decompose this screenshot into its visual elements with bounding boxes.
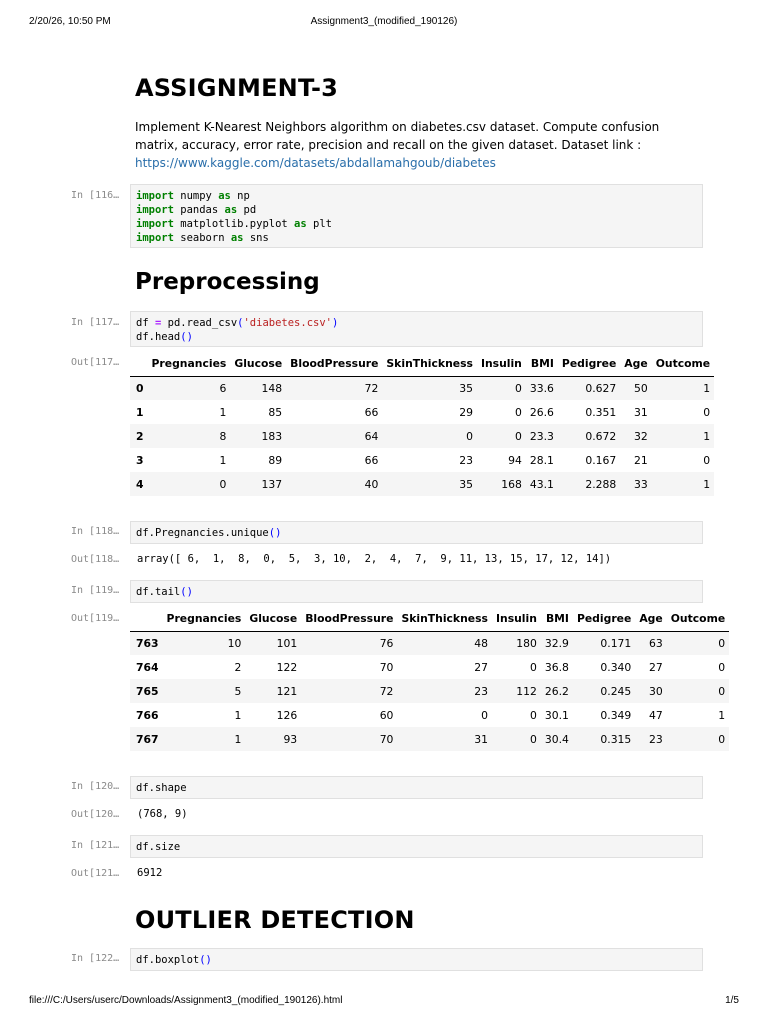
cell-117-code[interactable]: df = pd.read_csv('diabetes.csv') df.head(): [130, 311, 703, 347]
column-header: BloodPressure: [301, 607, 397, 631]
table-cell: 148: [261, 381, 283, 395]
table-cell: 28.1: [529, 453, 554, 467]
print-title: Assignment3_(modified_190126): [310, 16, 458, 27]
heading-preprocessing: Preprocessing: [135, 269, 320, 295]
table-cell: 122: [276, 660, 298, 674]
table-cell: 0.167: [585, 453, 617, 467]
cell-116-code[interactable]: import numpy as np import pandas as pd import matplotlib.pyplot as plt import seaborn as sns: [130, 184, 703, 248]
table-cell: 0: [219, 477, 227, 491]
column-header: Insulin: [477, 352, 526, 376]
table-cell: 29: [459, 405, 473, 419]
table-cell: 0: [530, 732, 537, 746]
row-index: 763: [136, 636, 159, 650]
page-title: ASSIGNMENT-3: [135, 74, 339, 102]
tail-dataframe: [130, 607, 729, 751]
table-row: [130, 400, 714, 424]
cell-119-prompt: In [119…: [71, 585, 120, 596]
table-cell: 36.8: [544, 660, 569, 674]
table-cell: 180: [516, 636, 537, 650]
cell-118-code[interactable]: df.Pregnancies.unique(): [130, 521, 703, 544]
table-cell: 70: [379, 732, 394, 746]
column-header: Glucose: [245, 607, 301, 631]
table-row: [130, 727, 729, 751]
cell-120-out-prompt: Out[120…: [71, 809, 120, 820]
print-header: [0, 16, 768, 32]
table-cell: 31: [474, 732, 488, 746]
table-cell: 63: [648, 636, 663, 650]
table-cell: 121: [276, 684, 298, 698]
column-header: Pedigree: [573, 607, 635, 631]
table-cell: 21: [633, 453, 648, 467]
table-cell: 101: [276, 636, 298, 650]
table-cell: 72: [379, 684, 394, 698]
table-cell: 33: [633, 477, 648, 491]
table-cell: 2.288: [585, 477, 617, 491]
table-cell: 47: [648, 708, 663, 722]
row-index: 765: [136, 684, 159, 698]
cell-119-out-prompt: Out[119…: [71, 613, 120, 624]
table-cell: 0.672: [585, 429, 617, 443]
table-cell: 66: [364, 453, 379, 467]
print-date: 2/20/26, 10:50 PM: [29, 16, 111, 27]
table-cell: 0.349: [600, 708, 632, 722]
cell-120-code[interactable]: df.shape: [130, 776, 703, 799]
table-cell: 35: [459, 381, 473, 395]
table-cell: 32: [633, 429, 648, 443]
cell-120-output: (768, 9): [137, 808, 188, 820]
table-cell: 1: [219, 453, 227, 467]
table-cell: 0.351: [585, 405, 617, 419]
column-header: Age: [635, 607, 666, 631]
table-cell: 27: [474, 660, 488, 674]
table-cell: 0: [703, 405, 711, 419]
table-cell: 5: [234, 684, 242, 698]
table-cell: 0: [514, 429, 522, 443]
table-cell: 33.6: [529, 381, 554, 395]
table-cell: 76: [379, 636, 394, 650]
table-row: [130, 655, 729, 679]
table-row: [130, 679, 729, 703]
column-header: Outcome: [667, 607, 729, 631]
column-header: Pregnancies: [148, 352, 231, 376]
cell-121-prompt: In [121…: [71, 840, 120, 851]
table-cell: 1: [234, 708, 242, 722]
print-file-path: file:///C:/Users/userc/Downloads/Assignment3_(modified_190126).html: [29, 995, 343, 1006]
column-header: BMI: [541, 607, 573, 631]
table-cell: 0: [481, 708, 488, 722]
cell-121-output: 6912: [137, 867, 163, 879]
table-cell: 137: [261, 477, 283, 491]
table-cell: 0: [703, 453, 711, 467]
column-header: Pregnancies: [163, 607, 246, 631]
table-cell: 30: [648, 684, 663, 698]
column-header: Insulin: [492, 607, 541, 631]
table-cell: 112: [516, 684, 537, 698]
table-cell: 30.4: [544, 732, 569, 746]
table-cell: 66: [364, 405, 379, 419]
cell-121-code[interactable]: df.size: [130, 835, 703, 858]
cell-118-out-prompt: Out[118…: [71, 554, 120, 565]
table-cell: 0: [530, 660, 537, 674]
table-cell: 23.3: [529, 429, 554, 443]
table-cell: 23: [474, 684, 488, 698]
cell-118-output: array([ 6, 1, 8, 0, 5, 3, 10, 2, 4, 7, 9, 11, 13, 15, 17, 12, 14]): [137, 553, 612, 565]
table-row: [130, 703, 729, 727]
cell-122-code[interactable]: df.boxplot(): [130, 948, 703, 971]
table-cell: 10: [227, 636, 242, 650]
row-index: 767: [136, 732, 159, 746]
table-row: [130, 631, 729, 655]
table-cell: 0.627: [585, 381, 617, 395]
table-header-row: [130, 352, 714, 376]
table-cell: 23: [459, 453, 473, 467]
table-cell: 1: [703, 477, 711, 491]
table-row: [130, 448, 714, 472]
table-cell: 94: [508, 453, 522, 467]
table-cell: 64: [364, 429, 379, 443]
row-index: 0: [136, 381, 144, 395]
table-cell: 1: [718, 708, 726, 722]
table-cell: 72: [364, 381, 379, 395]
table-cell: 0.171: [600, 636, 632, 650]
table-cell: 0.340: [600, 660, 632, 674]
cell-118-prompt: In [118…: [71, 526, 120, 537]
table-cell: 35: [459, 477, 473, 491]
table-cell: 0: [718, 636, 726, 650]
table-cell: 8: [219, 429, 227, 443]
table-cell: 0: [718, 732, 726, 746]
cell-117-prompt: In [117…: [71, 317, 120, 328]
table-cell: 0: [466, 429, 473, 443]
table-cell: 43.1: [529, 477, 554, 491]
cell-120-prompt: In [120…: [71, 781, 120, 792]
cell-116-prompt: In [116…: [71, 190, 120, 201]
cell-121-out-prompt: Out[121…: [71, 868, 120, 879]
column-header: Outcome: [652, 352, 714, 376]
table-cell: 0.245: [600, 684, 632, 698]
column-header: Pedigree: [558, 352, 620, 376]
index-header: [130, 352, 148, 376]
table-cell: 30.1: [544, 708, 569, 722]
table-cell: 0: [718, 684, 726, 698]
table-cell: 1: [703, 429, 711, 443]
table-cell: 168: [501, 477, 522, 491]
row-index: 766: [136, 708, 159, 722]
heading-outlier-detection: OUTLIER DETECTION: [135, 906, 415, 934]
table-cell: 60: [379, 708, 394, 722]
table-cell: 26.6: [529, 405, 554, 419]
dataset-link[interactable]: https://www.kaggle.com/datasets/abdallamahgoub/diabetes: [135, 156, 496, 170]
table-cell: 2: [234, 660, 242, 674]
table-cell: 93: [283, 732, 298, 746]
table-cell: 50: [633, 381, 648, 395]
print-footer: [0, 995, 768, 1011]
intro-text: Implement K-Nearest Neighbors algorithm on diabetes.csv dataset. Compute confusion matrix, accuracy, error rate, precision and recall on the given dataset. Dataset link :: [135, 120, 660, 152]
table-cell: 0.315: [600, 732, 632, 746]
table-cell: 0: [718, 660, 726, 674]
table-cell: 0: [530, 708, 537, 722]
table-cell: 1: [219, 405, 227, 419]
table-cell: 26.2: [544, 684, 569, 698]
table-cell: 70: [379, 660, 394, 674]
column-header: SkinThickness: [397, 607, 492, 631]
column-header: SkinThickness: [382, 352, 477, 376]
table-cell: 0: [514, 405, 522, 419]
table-cell: 1: [234, 732, 242, 746]
index-header: [130, 607, 163, 631]
table-cell: 1: [703, 381, 711, 395]
head-dataframe: [130, 352, 714, 496]
print-page-number: 1/5: [725, 995, 739, 1006]
table-cell: 0: [514, 381, 522, 395]
row-index: 1: [136, 405, 144, 419]
table-cell: 27: [648, 660, 663, 674]
row-index: 764: [136, 660, 159, 674]
column-header: Age: [620, 352, 651, 376]
cell-119-code[interactable]: df.tail(): [130, 580, 703, 603]
table-cell: 6: [219, 381, 227, 395]
table-cell: 85: [268, 405, 283, 419]
table-row: [130, 424, 714, 448]
row-index: 3: [136, 453, 144, 467]
table-cell: 89: [268, 453, 283, 467]
column-header: BloodPressure: [286, 352, 382, 376]
row-index: 2: [136, 429, 144, 443]
table-cell: 32.9: [544, 636, 569, 650]
table-row: [130, 376, 714, 400]
table-cell: 31: [633, 405, 648, 419]
cell-117-out-prompt: Out[117…: [71, 357, 120, 368]
row-index: 4: [136, 477, 144, 491]
cell-122-prompt: In [122…: [71, 953, 120, 964]
table-cell: 126: [276, 708, 298, 722]
intro-paragraph: [135, 118, 695, 172]
table-row: [130, 472, 714, 496]
table-cell: 40: [364, 477, 379, 491]
table-cell: 48: [474, 636, 488, 650]
table-cell: 23: [648, 732, 663, 746]
table-header-row: [130, 607, 729, 631]
table-cell: 183: [261, 429, 283, 443]
column-header: BMI: [526, 352, 558, 376]
column-header: Glucose: [230, 352, 286, 376]
